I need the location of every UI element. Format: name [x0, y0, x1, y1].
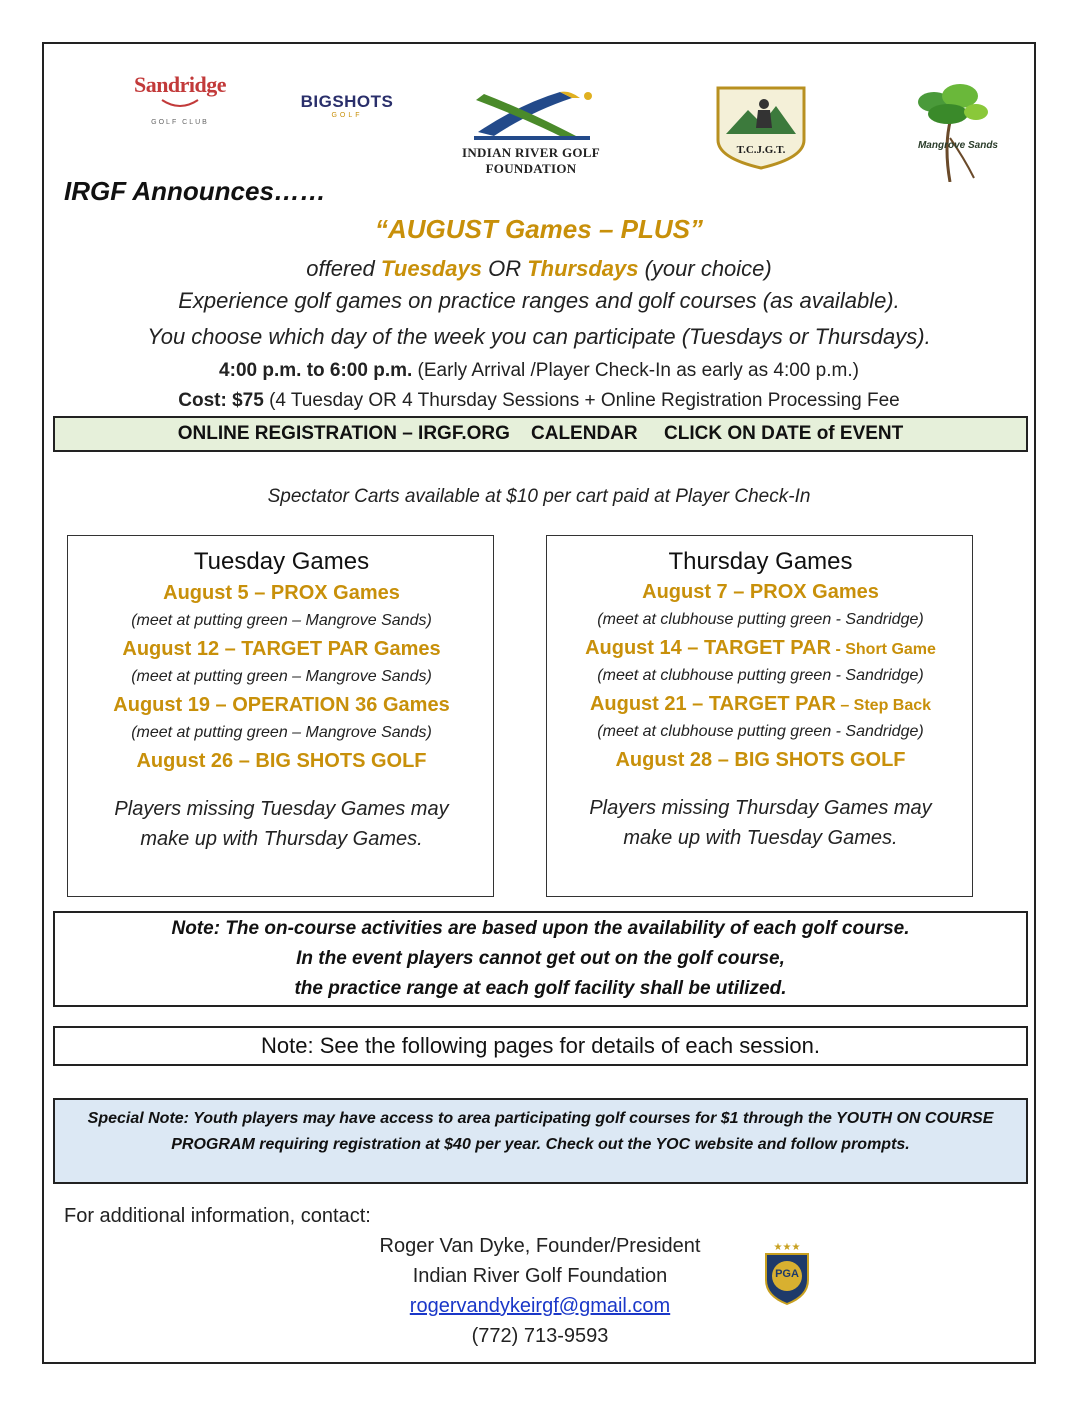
sandridge-logo-text: Sandridge [133, 72, 227, 97]
contact-org: Indian River Golf Foundation [412, 1265, 668, 1287]
thursday-title: Thursday Games [668, 548, 853, 575]
irgf-logo-mark [420, 84, 642, 140]
tuesday-game-2-meet: (meet at putting green – Mangrove Sands) [131, 668, 432, 685]
time-line [42, 360, 1036, 382]
tuesday-makeup-2: make up with Thursday Games. [140, 828, 423, 850]
thursday-game-2-sub: - Short Game [831, 641, 936, 658]
tuesday-game-4: August 26 – BIG SHOTS GOLF [136, 750, 427, 772]
thursday-game-2 [547, 637, 974, 660]
tuesday-title: Tuesday Games [193, 548, 370, 575]
offered-pre: offered [306, 256, 381, 281]
offered-thursdays: Thursdays [527, 256, 639, 281]
mangrove-logo-text: Mangrove Sands [917, 140, 998, 151]
tcjgt-logo [712, 84, 810, 170]
course-note-line-3: the practice range at each golf facility shall be utilized. [294, 978, 787, 999]
contact-phone: (772) 713-9593 [471, 1325, 609, 1347]
pga-logo [758, 1240, 816, 1306]
thursday-makeup-2: make up with Tuesday Games. [623, 827, 898, 849]
irgf-logo-text: INDIAN RIVER GOLF FOUNDATION [461, 145, 600, 176]
offered-post: (your choice) [638, 256, 772, 281]
sandridge-logo [128, 72, 232, 132]
cost-rest: (4 Tuesday OR 4 Thursday Sessions + Online Registration Processing Fee [263, 390, 900, 411]
sandridge-logo-sub: GOLF CLUB [151, 119, 209, 126]
contact-email-row [290, 1295, 790, 1318]
pages-note-box: Note: See the following pages for details of each session. [53, 1026, 1028, 1066]
special-note-text: Special Note: Youth players may have access to area participating golf courses for $1 through the YOUTH ON COURSE PROGRAM requiring registration at $40 per year. Check out the YOC website and follow prompts. [87, 1110, 994, 1153]
cost-label: Cost: $75 [178, 390, 264, 411]
offered-or: OR [481, 256, 528, 281]
sandridge-logo-swoosh [128, 98, 232, 114]
time-rest: (Early Arrival /Player Check-In as early as 4:00 p.m.) [412, 360, 859, 381]
thursday-game-3-meet: (meet at clubhouse putting green - Sandridge) [597, 723, 924, 740]
tuesday-games-box [67, 535, 494, 897]
pga-logo-text: PGA [775, 1268, 799, 1280]
thursday-game-1-meet: (meet at clubhouse putting green - Sandridge) [597, 611, 924, 628]
tuesday-makeup-1: Players missing Tuesday Games may [114, 798, 449, 820]
thursday-game-4: August 28 – BIG SHOTS GOLF [615, 749, 906, 771]
thursday-game-3 [547, 693, 974, 716]
thursday-game-2-name: August 14 – TARGET PAR [585, 637, 832, 659]
contact-name: Roger Van Dyke, Founder/President [379, 1235, 701, 1257]
tuesday-game-3: August 19 – OPERATION 36 Games [113, 694, 450, 716]
tuesday-game-2: August 12 – TARGET PAR Games [122, 638, 441, 660]
tcjgt-shield-icon [712, 84, 810, 170]
svg-text:★★★: ★★★ [773, 1242, 801, 1253]
registration-bar[interactable]: ONLINE REGISTRATION – IRGF.ORG CALENDAR CLICK ON DATE of EVENT [53, 416, 1028, 452]
course-note-box [53, 911, 1028, 1007]
tcjgt-logo-text: T.C.J.G.T. [736, 144, 786, 156]
contact-intro: For additional information, contact: [64, 1205, 371, 1227]
thursday-games-box [546, 535, 973, 897]
course-note-line-2: In the event players cannot get out on the golf course, [296, 948, 785, 969]
spectator-note: Spectator Carts available at $10 per cart paid at Player Check-In [267, 486, 811, 507]
thursday-game-2-meet: (meet at clubhouse putting green - Sandridge) [597, 667, 924, 684]
mangrove-tree-icon [904, 78, 996, 182]
thursday-game-1: August 7 – PROX Games [642, 581, 879, 603]
thursday-makeup-1: Players missing Thursday Games may [589, 797, 932, 819]
experience-line: Experience golf games on practice ranges and golf courses (as available). [178, 288, 900, 313]
bigshots-logo-sub: GOLF [331, 112, 363, 119]
thursday-game-3-name: August 21 – TARGET PAR [589, 693, 836, 715]
event-title: “AUGUST Games – PLUS” [375, 214, 703, 244]
special-note-box [53, 1098, 1028, 1184]
bigshots-logo-text: BIGSHOTS [300, 92, 394, 111]
thursday-game-3-sub: – Step Back [835, 697, 932, 714]
irgf-logo [420, 84, 642, 176]
announces-heading: IRGF Announces…… [64, 176, 326, 206]
tuesday-game-1: August 5 – PROX Games [163, 582, 400, 604]
course-note-line-1: Note: The on-course activities are based upon the availability of each golf course. [171, 918, 910, 939]
bigshots-logo [292, 92, 402, 132]
cost-line [42, 390, 1036, 412]
choose-line: You choose which day of the week you can participate (Tuesdays or Thursdays). [147, 324, 931, 349]
offered-tuesdays: Tuesdays [380, 256, 482, 281]
time-bold: 4:00 p.m. to 6:00 p.m. [219, 360, 413, 381]
tuesday-game-1-meet: (meet at putting green – Mangrove Sands) [131, 612, 432, 629]
contact-email-link[interactable]: rogervandykeirgf@gmail.com [409, 1295, 671, 1317]
offered-line [42, 256, 1036, 282]
mangrove-logo [904, 78, 996, 182]
tuesday-game-3-meet: (meet at putting green – Mangrove Sands) [131, 724, 432, 741]
